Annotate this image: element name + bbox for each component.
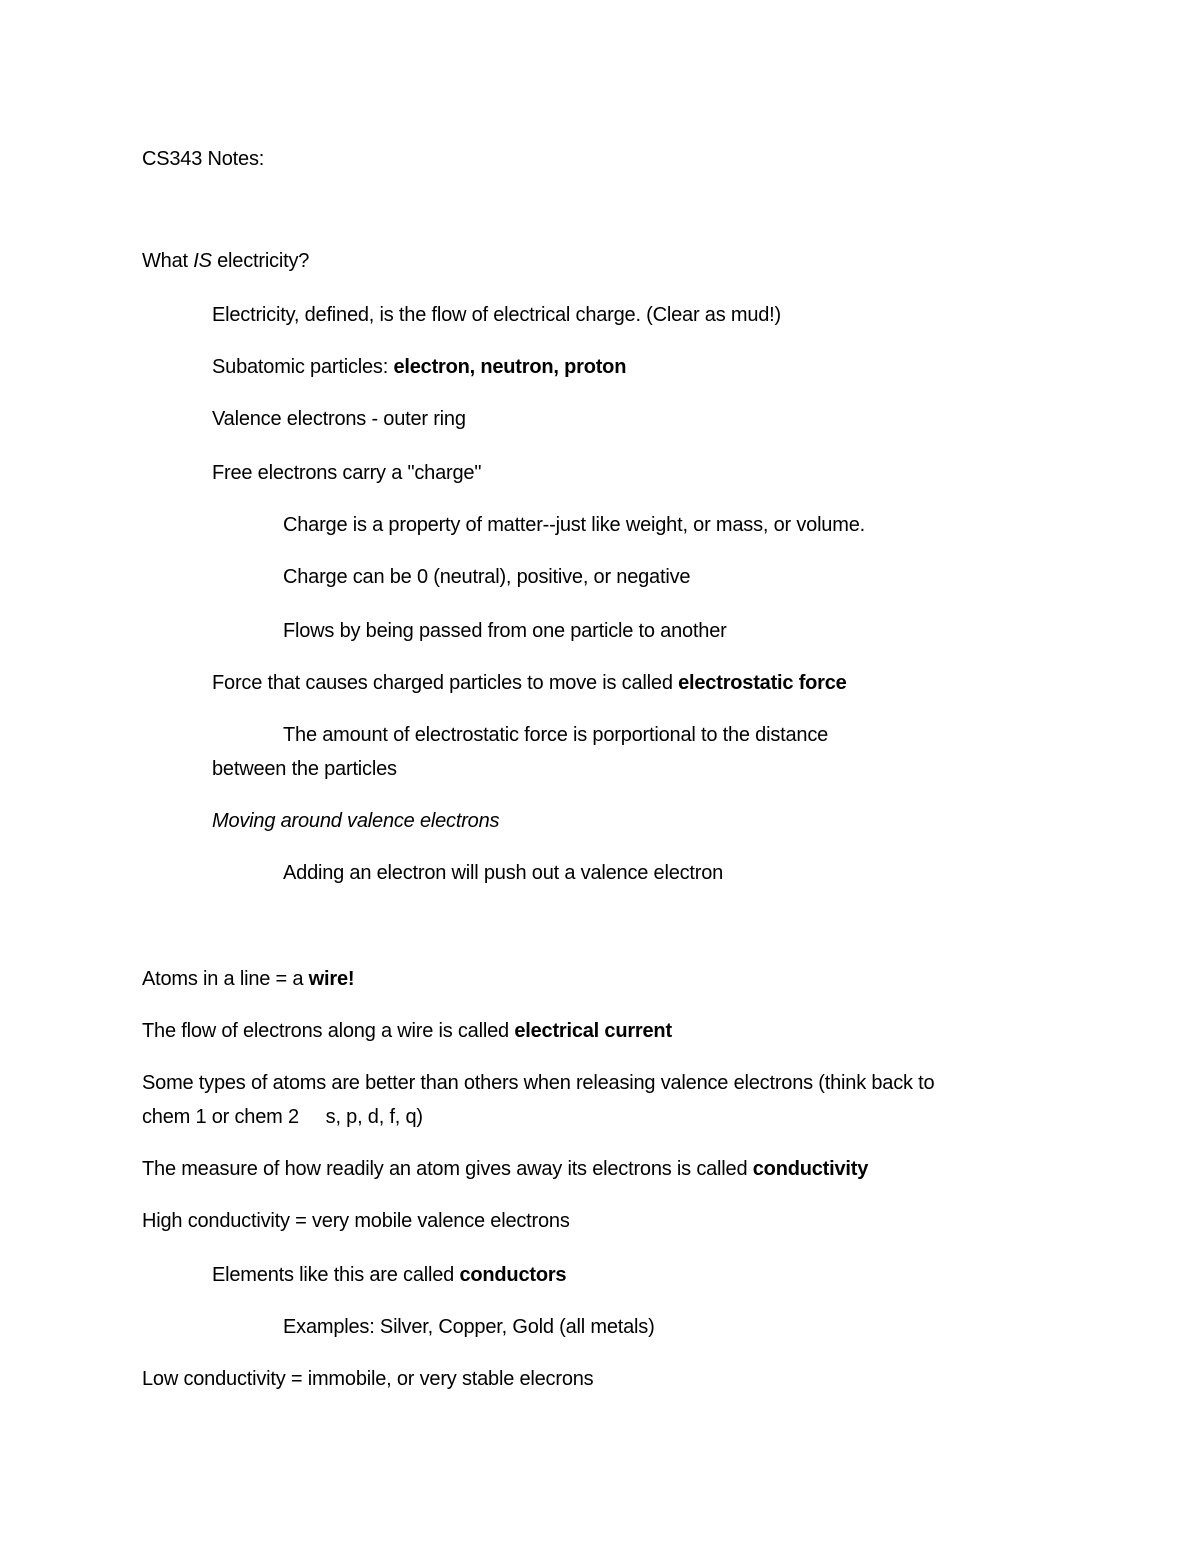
elements-prefix: Elements like this are called xyxy=(212,1264,460,1286)
moving-text: Moving around valence electrons xyxy=(212,810,500,832)
flow-term: electrical current xyxy=(514,1020,672,1042)
definition-text: Electricity, defined, is the flow of electrical charge. (Clear as mud!) xyxy=(212,304,781,326)
force-term: electrostatic force xyxy=(678,672,847,694)
moving-line xyxy=(212,808,499,834)
subatomic-prefix: Subatomic particles: xyxy=(212,356,394,378)
flow-prefix: The flow of electrons along a wire is called xyxy=(142,1020,515,1042)
amount-text-2: between the particles xyxy=(212,758,397,780)
subatomic-terms: electron, neutron, proton xyxy=(393,356,627,378)
title-text: CS343 Notes: xyxy=(142,148,265,170)
free-electrons-line xyxy=(212,460,481,486)
low-text: Low conductivity = immobile, or very stable elecrons xyxy=(142,1368,594,1390)
heading-emphasis: IS xyxy=(193,250,212,272)
adding-line xyxy=(283,860,723,886)
valence-text: Valence electrons - outer ring xyxy=(212,408,466,430)
types-line-2 xyxy=(142,1104,423,1130)
document-title xyxy=(142,146,264,172)
subatomic-line xyxy=(212,354,626,380)
definition-line xyxy=(212,302,781,328)
charge-values-line xyxy=(283,564,690,590)
section-heading xyxy=(142,248,309,274)
amount-line-1 xyxy=(283,722,828,748)
force-prefix: Force that causes charged particles to move is called xyxy=(212,672,679,694)
high-line xyxy=(142,1208,570,1234)
examples-line xyxy=(283,1314,655,1340)
low-line xyxy=(142,1366,593,1392)
measure-prefix: The measure of how readily an atom gives away its electrons is called xyxy=(142,1158,753,1180)
force-line xyxy=(212,670,847,696)
charge-property-text: Charge is a property of matter--just like weight, or mass, or volume. xyxy=(283,514,865,536)
types-line-1 xyxy=(142,1070,934,1096)
atoms-term: wire! xyxy=(308,968,355,990)
atoms-line xyxy=(142,966,354,992)
atoms-prefix: Atoms in a line = a xyxy=(142,968,309,990)
types-text-1: Some types of atoms are better than others when releasing valence electrons (think back to xyxy=(142,1072,935,1094)
flows-text: Flows by being passed from one particle to another xyxy=(283,620,727,642)
free-electrons-text: Free electrons carry a "charge" xyxy=(212,462,482,484)
examples-text: Examples: Silver, Copper, Gold (all metals) xyxy=(283,1316,655,1338)
amount-text-1: The amount of electrostatic force is porportional to the distance xyxy=(283,724,829,746)
charge-values-text: Charge can be 0 (neutral), positive, or negative xyxy=(283,566,691,588)
adding-text: Adding an electron will push out a valence electron xyxy=(283,862,724,884)
valence-line xyxy=(212,406,466,432)
elements-line xyxy=(212,1262,566,1288)
flow-line xyxy=(142,1018,672,1044)
flows-line xyxy=(283,618,727,644)
measure-term: conductivity xyxy=(752,1158,869,1180)
high-text: High conductivity = very mobile valence electrons xyxy=(142,1210,570,1232)
types-text-2: chem 1 or chem 2 s, p, d, f, q) xyxy=(142,1106,423,1128)
amount-line-2 xyxy=(212,756,397,782)
heading-prefix: What xyxy=(142,250,194,272)
heading-suffix: electricity? xyxy=(211,250,310,272)
elements-term: conductors xyxy=(459,1264,567,1286)
charge-property-line xyxy=(283,512,865,538)
measure-line xyxy=(142,1156,868,1182)
